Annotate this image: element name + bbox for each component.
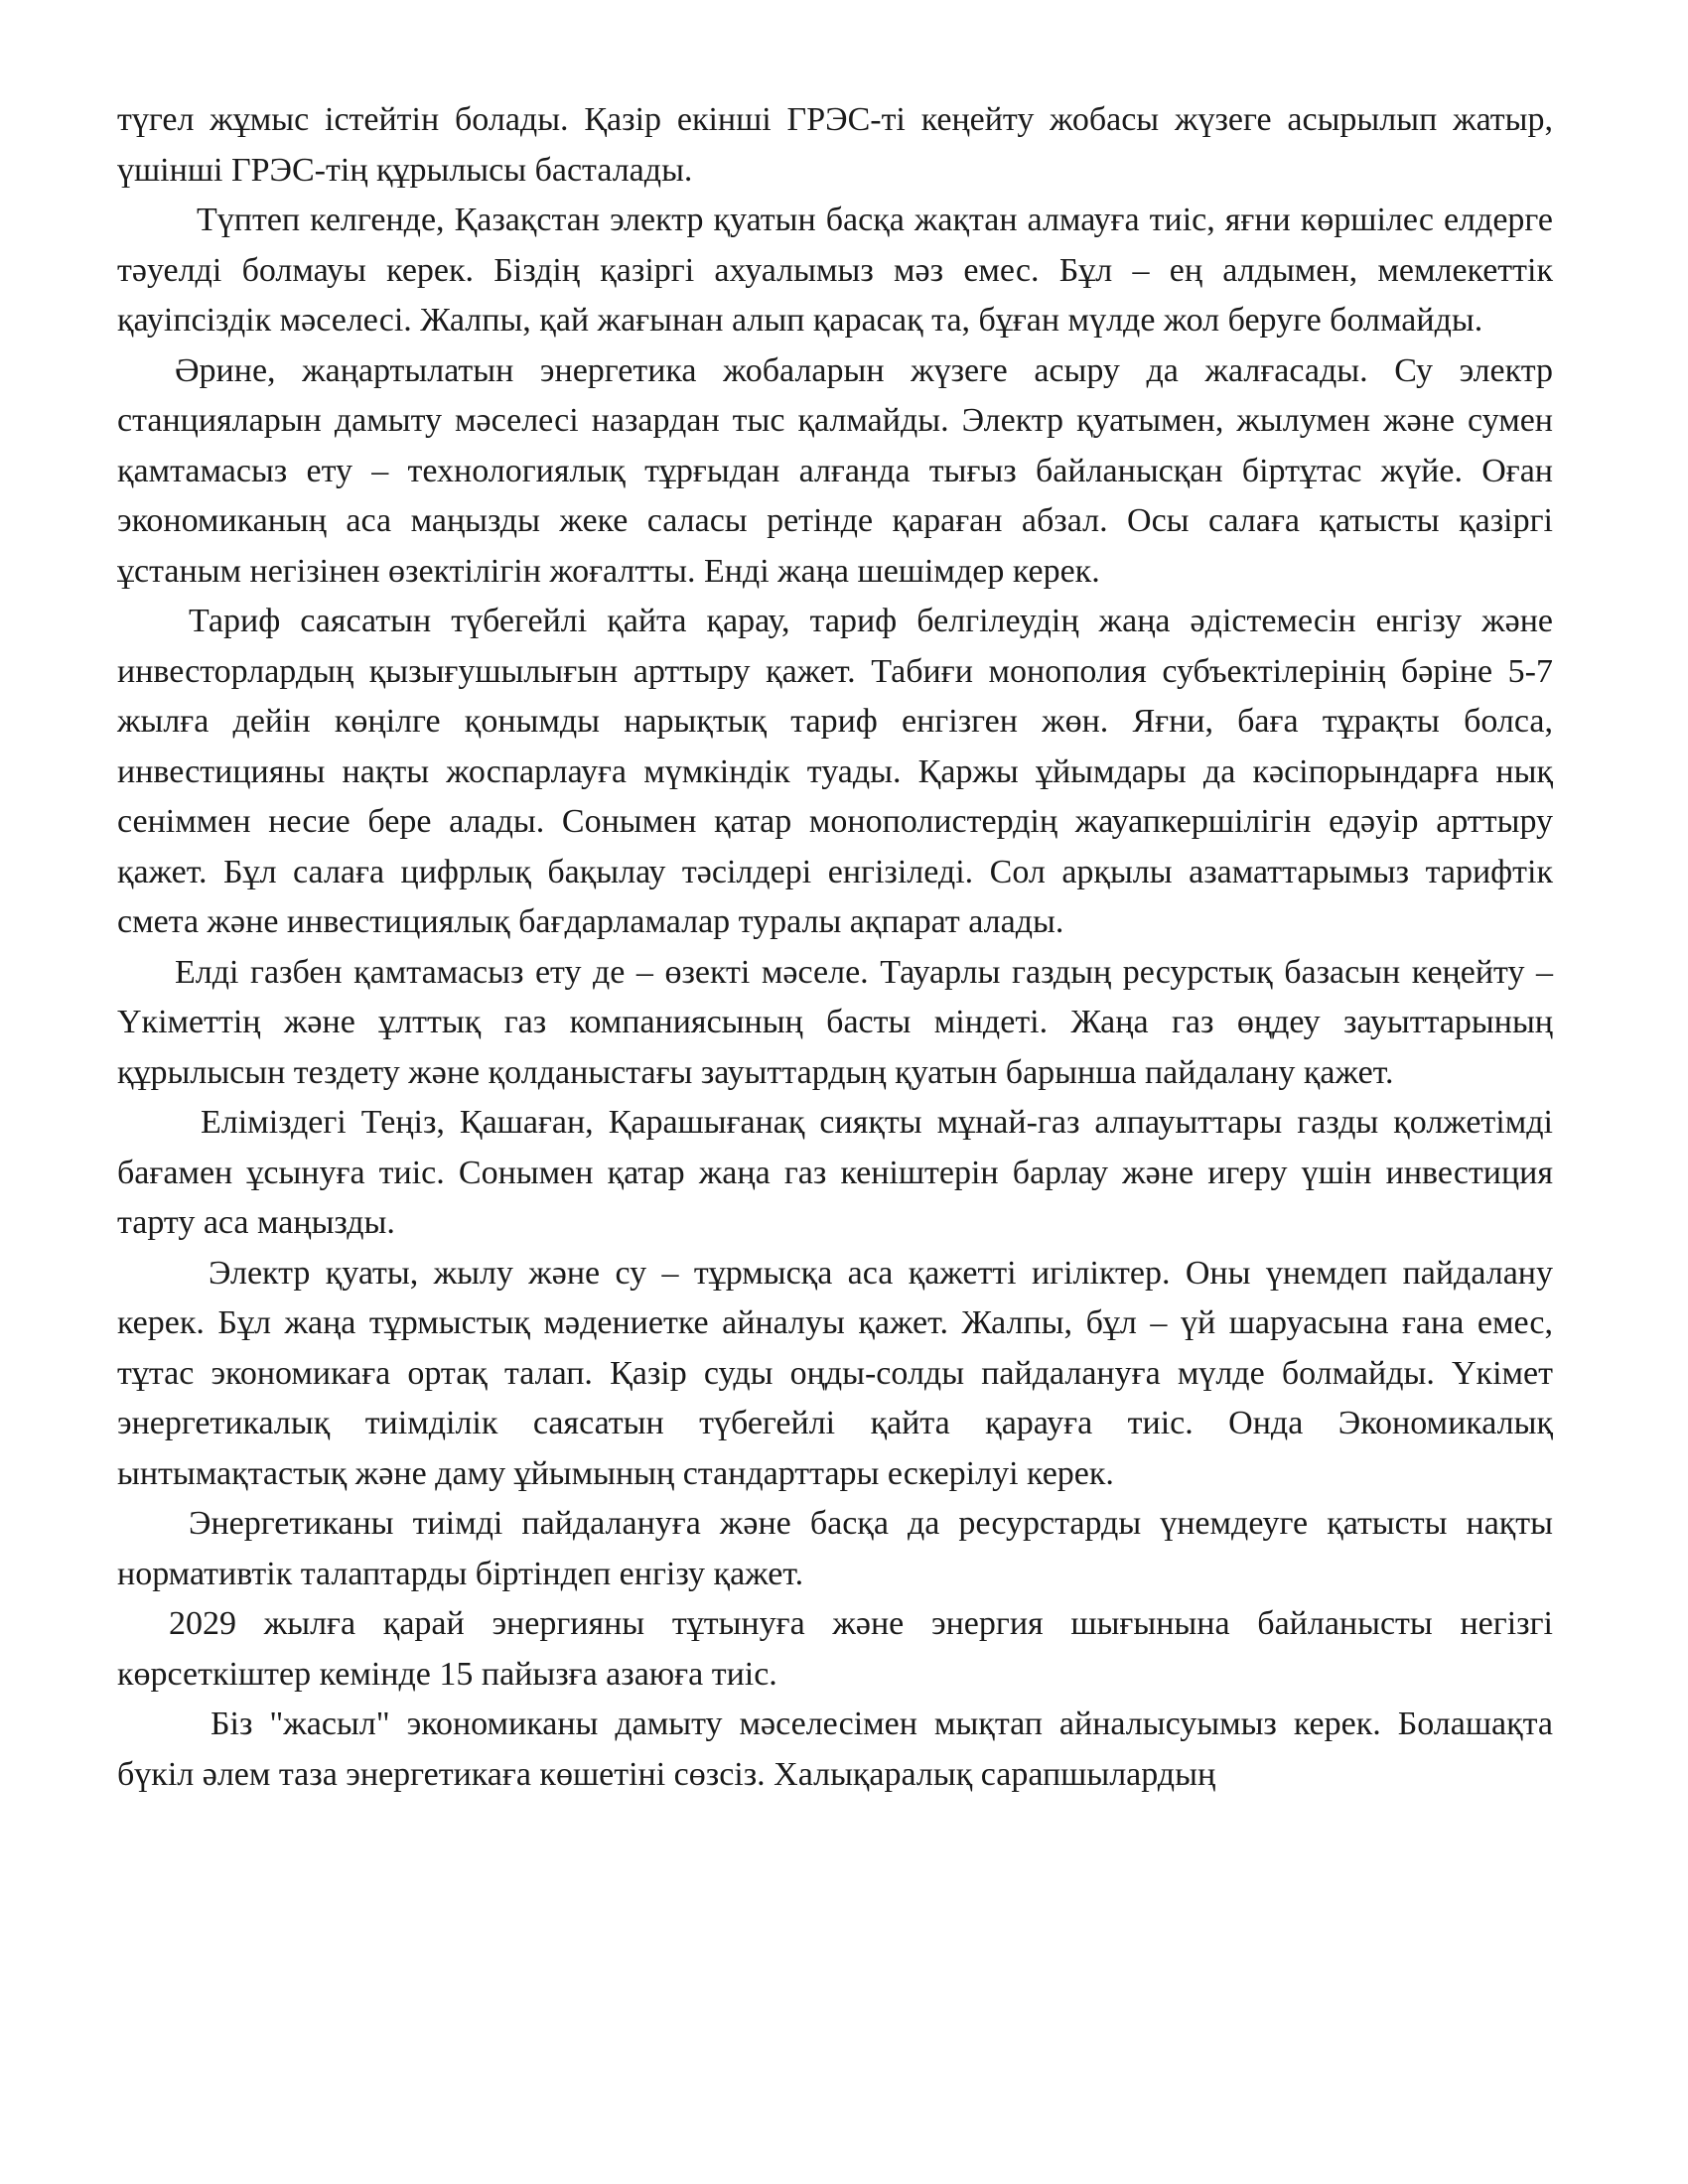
paragraph-oil-gas-fields: Еліміздегі Теңіз, Қашаған, Қарашығанақ сияқты мұнай-газ алпауыттары газды қолжетімді бағамен ұсынуға тиіс. Сонымен қатар жаңа газ кеніштерін барлау және игеру үшін инвестиция тарту аса маңызды.	[117, 1104, 1553, 1241]
paragraph-renewable-energy: Әрине, жаңартылатын энергетика жобаларын жүзеге асыру да жалғасады. Су электр станцияларын дамыту мәселесі назардан тыс қалмайды. Электр қуатымен, жылумен және сумен қамтамасыз ету – технологиялық тұрғыдан алғанда тығыз байланысқан біртұтас жүйе. Оған экономиканың аса маңызды жеке саласы ретінде қараған абзал. Осы салаға қатысты қазіргі ұстаным негізінен өзектілігін жоғалтты. Енді жаңа шешімдер керек.	[117, 351, 1553, 590]
paragraph-gas-supply: Елді газбен қамтамасыз ету де – өзекті мәселе. Тауарлы газдың ресурстық базасын кеңейту – Үкіметтің және ұлттық газ компаниясының басты міндеті. Жаңа газ өңдеу зауыттарының құрылысын тездету және қолданыстағы зауыттардың қуатын барынша пайдалану қажет.	[117, 953, 1553, 1091]
paragraph-tariff-policy: Тариф саясатын түбегейлі қайта қарау, тариф белгілеудің жаңа әдістемесін енгізу және инвесторлардың қызығушылығын арттыру қажет. Табиғи монополия субъектілерінің бәріне 5-7 жылға дейін көңілге қонымды нарықтық тариф енгізген жөн. Яғни, баға тұрақты болса, инвестицияны нақты жоспарлауға мүмкіндік туады. Қаржы ұйымдары да кәсіпорындарға нық сеніммен несие бере алады. Сонымен қатар монополистердің жауапкершілігін едәуір арттыру қажет. Бұл салаға цифрлық бақылау тәсілдері енгізіледі. Сол арқылы азаматтарымыз тарифтік смета және инвестициялық бағдарламалар туралы ақпарат алады.	[117, 603, 1553, 940]
paragraph-energy-independence: Түптеп келгенде, Қазақстан электр қуатын басқа жақтан алмауға тиіс, яғни көршілес елдерге тәуелді болмауы керек. Біздің қазіргі ахуалымыз мәз емес. Бұл – ең алдымен, мемлекеттік қауіпсіздік мәселесі. Жалпы, қай жағынан алып қарасақ та, бұған мүлде жол беруге болмайды.	[117, 202, 1553, 339]
paragraph-normative-requirements: Энергетиканы тиімді пайдалануға және басқа да ресурстарды үнемдеуге қатысты нақты нормативтік талаптарды біртіндеп енгізу қажет.	[117, 1505, 1553, 1592]
document-page	[117, 95, 1553, 1800]
paragraph-2029-targets: 2029 жылға қарай энергияны тұтынуға және энергия шығынына байланысты негізгі көрсеткіштер кемінде 15 пайызға азаюға тиіс.	[117, 1605, 1553, 1693]
paragraph-resource-saving: Электр қуаты, жылу және су – тұрмысқа аса қажетті игіліктер. Оны үнемдеп пайдалану керек. Бұл жаңа тұрмыстық мәдениетке айналуы қажет. Жалпы, бұл – үй шаруасына ғана емес, тұтас экономикаға ортақ талап. Қазір суды оңды-солды пайдалануға мүлде болмайды. Үкімет энергетикалық тиімділік саясатын түбегейлі қайта қарауға тиіс. Онда Экономикалық ынтымақтастық және даму ұйымының стандарттары ескерілуі керек.	[117, 1254, 1553, 1492]
paragraph-gres-expansion: түгел жұмыс істейтін болады. Қазір екінші ГРЭС-ті кеңейту жобасы жүзеге асырылып жатыр, үшінші ГРЭС-тің құрылысы басталады.	[117, 101, 1553, 189]
paragraph-green-economy: Біз "жасыл" экономиканы дамыту мәселесімен мықтап айналысуымыз керек. Болашақта бүкіл әлем таза энергетикаға көшетіні сөзсіз. Халықаралық сарапшылардың	[117, 1706, 1553, 1793]
